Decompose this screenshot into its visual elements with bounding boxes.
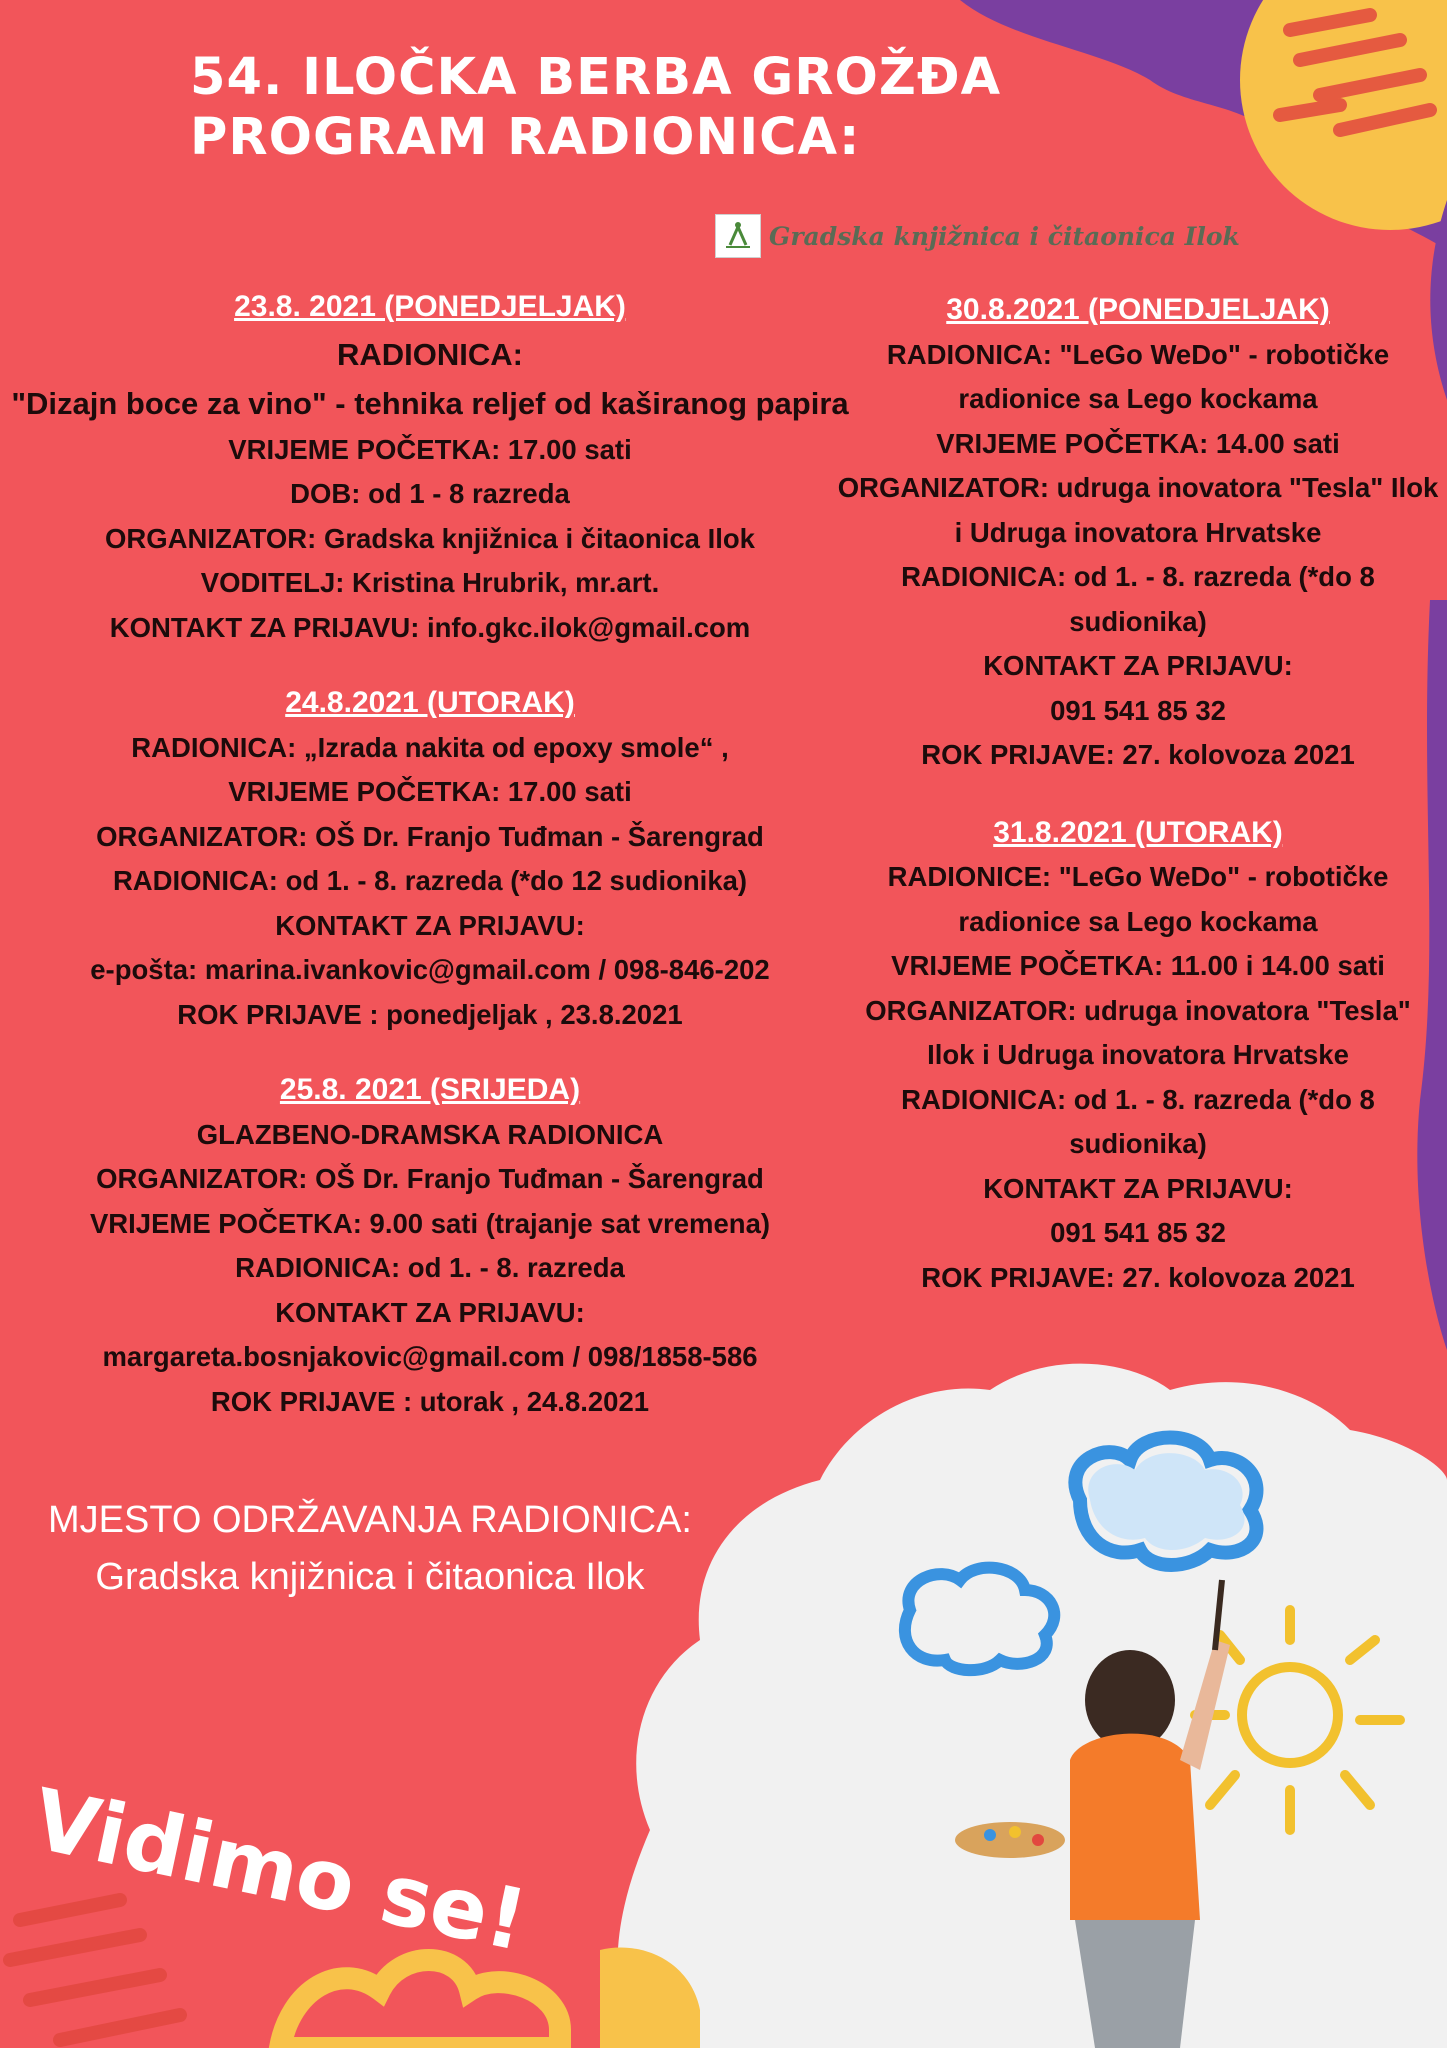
event-date: 23.8. 2021 (PONEDJELJAK) xyxy=(234,290,626,323)
event-line: ORGANIZATOR: udruga inovatora "Tesla" xyxy=(865,994,1411,1026)
event-line: ROK PRIJAVE: 27. kolovoza 2021 xyxy=(921,1261,1355,1293)
poster-title xyxy=(190,48,1001,168)
closing-slogan: Vidimo se! xyxy=(24,1770,536,1971)
event-line: VRIJEME POČETKA: 14.00 sati xyxy=(936,427,1340,459)
event-line: VRIJEME POČETKA: 17.00 sati xyxy=(228,433,632,465)
event-line: RADIONICA: xyxy=(337,336,523,372)
venue-name: Gradska knjižnica i čitaonica Ilok xyxy=(95,1556,645,1598)
event-line: e-pošta: marina.ivankovic@gmail.com / 098-846-202 xyxy=(90,954,770,985)
event-line: sudionika) xyxy=(1069,605,1207,637)
event-line: KONTAKT ZA PRIJAVU: xyxy=(983,1172,1293,1204)
event-line: ROK PRIJAVE : utorak , 24.8.2021 xyxy=(210,1385,650,1417)
yellow-scribble xyxy=(280,1960,560,2048)
title-line-2: PROGRAM RADIONICA: xyxy=(190,108,861,167)
event-line: i Udruga inovatora Hrvatske xyxy=(954,516,1322,548)
venue-heading: MJESTO ODRŽAVANJA RADIONICA: xyxy=(48,1499,692,1541)
library-logo-text: Gradska knjižnica i čitaonica Ilok xyxy=(769,221,1240,251)
event-line: margareta.bosnjakovic@gmail.com / 098/1858-586 xyxy=(102,1341,758,1372)
event-block xyxy=(828,288,1447,778)
event-line: 091 541 85 32 xyxy=(1050,1217,1226,1248)
event-line: "Dizajn boce za vino" - tehnika reljef od kaširanog papira xyxy=(11,385,849,421)
event-line: VRIJEME POČETKA: 17.00 sati xyxy=(228,776,632,807)
event-block xyxy=(0,285,860,650)
event-block xyxy=(828,811,1447,1301)
event-line: sudionika) xyxy=(1069,1128,1207,1159)
event-date: 30.8.2021 (PONEDJELJAK) xyxy=(946,293,1330,326)
venue-info xyxy=(0,1492,740,1606)
event-line: ORGANIZATOR: Gradska knjižnica i čitaonica Ilok xyxy=(105,522,755,554)
event-block xyxy=(0,1068,860,1424)
event-line: ROK PRIJAVE: 27. kolovoza 2021 xyxy=(921,739,1355,770)
event-line: ORGANIZATOR: OŠ Dr. Franjo Tuđman - Šarengrad xyxy=(96,1163,764,1194)
event-line: RADIONICA: od 1. - 8. razreda xyxy=(235,1252,625,1283)
photo-backdrop xyxy=(618,1364,1447,2048)
bottom-left-strokes xyxy=(10,1900,180,2040)
event-date: 31.8.2021 (UTORAK) xyxy=(993,815,1283,849)
events-left-column xyxy=(0,285,860,1424)
event-date: 25.8. 2021 (SRIJEDA) xyxy=(279,1073,581,1106)
event-line: RADIONICA: od 1. - 8. razreda (*do 8 xyxy=(901,1083,1375,1115)
event-line: Ilok i Udruga inovatora Hrvatske xyxy=(927,1039,1349,1070)
event-line: RADIONICA: od 1. - 8. razreda (*do 8 xyxy=(901,561,1375,592)
library-logo-icon xyxy=(715,214,761,258)
event-line: RADIONICA: „Izrada nakita od epoxy smole“ , xyxy=(131,731,729,763)
library-logo xyxy=(715,214,1240,258)
event-line: KONTAKT ZA PRIJAVU: xyxy=(275,1296,585,1328)
event-line: KONTAKT ZA PRIJAVU: xyxy=(275,909,585,941)
event-line: GLAZBENO-DRAMSKA RADIONICA xyxy=(196,1118,664,1150)
event-line: ORGANIZATOR: udruga inovatora "Tesla" Ilok xyxy=(837,472,1439,503)
events-right-column xyxy=(828,288,1447,1300)
event-line: RADIONICA: "LeGo WeDo" - robotičke xyxy=(886,338,1390,370)
event-line: DOB: od 1 - 8 razreda xyxy=(290,478,570,509)
event-line: ORGANIZATOR: OŠ Dr. Franjo Tuđman - Šarengrad xyxy=(96,820,764,852)
event-line: KONTAKT ZA PRIJAVU: xyxy=(983,650,1293,681)
event-line: RADIONICA: od 1. - 8. razreda (*do 12 sudionika) xyxy=(112,865,748,896)
event-line: radionice sa Lego kockama xyxy=(958,383,1318,414)
event-line: VRIJEME POČETKA: 11.00 i 14.00 sati xyxy=(891,950,1385,981)
event-line: radionice sa Lego kockama xyxy=(958,905,1318,937)
event-line: KONTAKT ZA PRIJAVU: info.gkc.ilok@gmail.com xyxy=(109,611,751,643)
event-line: VRIJEME POČETKA: 9.00 sati (trajanje sat vremena) xyxy=(89,1207,771,1239)
event-block xyxy=(0,681,860,1037)
event-line: ROK PRIJAVE : ponedjeljak , 23.8.2021 xyxy=(177,998,683,1030)
event-line: RADIONICE: "LeGo WeDo" - robotičke xyxy=(887,861,1389,892)
event-date: 24.8.2021 (UTORAK) xyxy=(285,686,575,719)
title-line-1: 54. ILOČKA BERBA GROŽĐA xyxy=(190,48,1002,107)
event-line: 091 541 85 32 xyxy=(1050,694,1226,726)
event-line: VODITELJ: Kristina Hrubrik, mr.art. xyxy=(200,567,660,598)
